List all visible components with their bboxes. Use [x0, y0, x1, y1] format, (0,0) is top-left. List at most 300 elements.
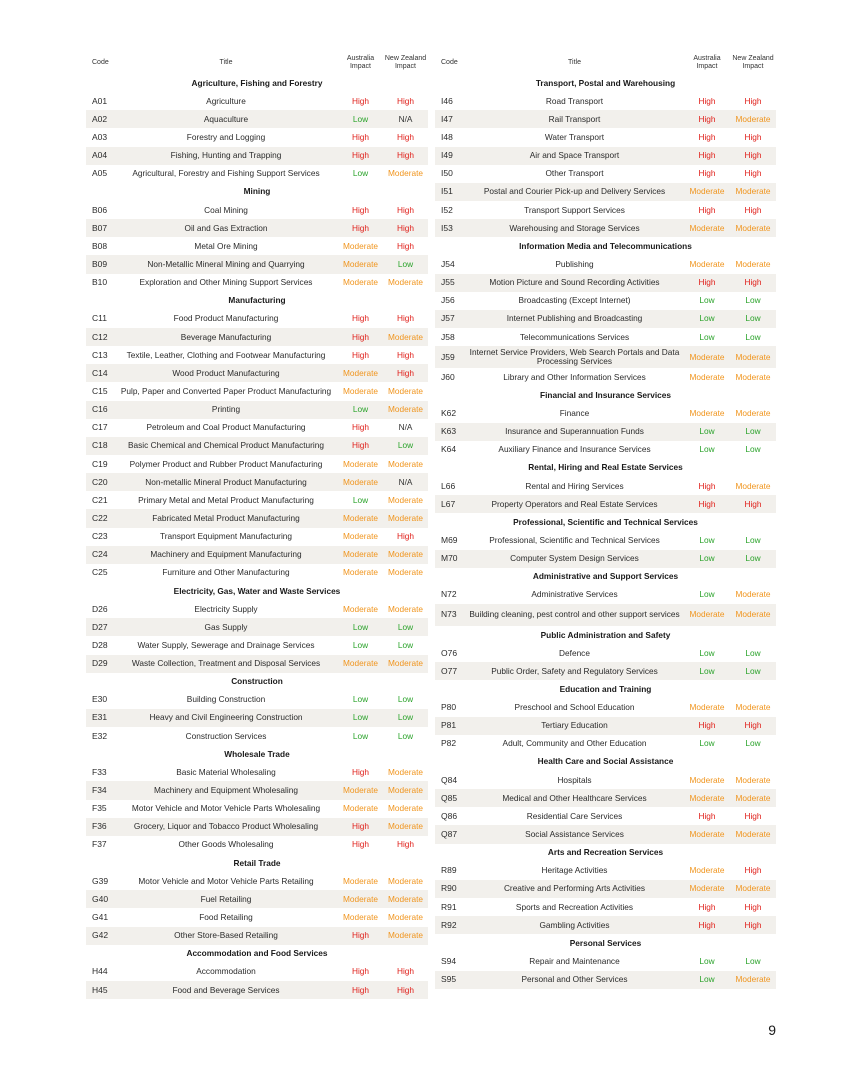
industry-title: Machinery and Equipment Wholesaling [114, 781, 338, 799]
australia-impact: High [338, 219, 383, 237]
industry-code: F34 [86, 781, 114, 799]
table-row [86, 473, 428, 491]
new-zealand-impact: Moderate [735, 371, 771, 382]
table-row [435, 699, 776, 717]
title-header: Title [568, 59, 581, 66]
code-header: Code [441, 59, 458, 66]
industry-title: Insurance and Superannuation Funds [465, 423, 684, 441]
new-zealand-impact: Low [730, 310, 776, 328]
australia-impact: Moderate [342, 385, 379, 396]
industry-title: Forestry and Logging [186, 131, 266, 142]
table-row [435, 201, 776, 219]
table-row [86, 437, 428, 455]
industry-code: C11 [92, 313, 107, 324]
australia-impact: High [351, 966, 370, 977]
industry-code: I46 [441, 95, 453, 106]
industry-title: Broadcasting (Except Internet) [518, 295, 631, 306]
table-row [435, 550, 776, 568]
new-zealand-impact: Moderate [730, 880, 776, 898]
industry-title: Telecommunications Services [519, 331, 630, 342]
table-row [86, 963, 428, 981]
section-title: Professional, Scientific and Technical Services [513, 516, 698, 527]
industry-code: I49 [435, 147, 465, 165]
table-row [86, 800, 428, 818]
australia-impact: Moderate [338, 781, 383, 799]
australia-impact: Low [699, 444, 715, 455]
table-row [86, 92, 428, 110]
industry-title: Hospitals [557, 774, 592, 785]
new-zealand-impact: High [396, 95, 415, 106]
new-zealand-impact: High [396, 349, 415, 360]
australia-impact: Low [338, 709, 383, 727]
new-zealand-impact: High [744, 131, 762, 142]
industry-title: Creative and Performing Arts Activities [465, 880, 684, 898]
australia-impact: Low [699, 738, 715, 749]
industry-code: C13 [92, 349, 108, 360]
industry-code: C21 [92, 494, 108, 505]
new-zealand-impact: N/A [383, 110, 428, 128]
australia-impact: Moderate [342, 531, 379, 542]
industry-title: Fabricated Metal Product Manufacturing [114, 509, 338, 527]
new-zealand-impact-header: New Zealand Impact [384, 55, 427, 70]
australia-impact: High [684, 717, 730, 735]
industry-code: K62 [441, 407, 457, 418]
new-zealand-impact: Moderate [387, 567, 424, 578]
new-zealand-impact: Moderate [735, 480, 771, 491]
industry-code: G42 [86, 927, 114, 945]
industry-code: C19 [92, 458, 108, 469]
australia-impact: Moderate [342, 277, 379, 288]
table-row [86, 981, 428, 999]
table-row [435, 404, 776, 422]
australia-impact: High [351, 422, 370, 433]
new-zealand-impact: High [730, 916, 776, 934]
industry-title: Waste Collection, Treatment and Disposal Services [114, 655, 338, 673]
australia-impact: Low [352, 694, 369, 705]
section-header-row [435, 513, 776, 531]
table-row [86, 274, 428, 292]
table-row [86, 691, 428, 709]
industry-code: I52 [441, 204, 453, 215]
section-header-row [86, 292, 428, 310]
new-zealand-impact: High [730, 495, 776, 513]
table-row [435, 423, 776, 441]
table-row [435, 586, 776, 604]
page-number: 9 [768, 1022, 776, 1038]
australia-impact: Low [699, 534, 715, 545]
table-row [435, 880, 776, 898]
table-row [435, 495, 776, 513]
industry-code: A03 [92, 131, 108, 142]
industry-code: J54 [441, 258, 455, 269]
title-header: Title [219, 59, 233, 66]
table-row [86, 328, 428, 346]
australia-impact: Low [338, 401, 383, 419]
industry-code: H45 [86, 981, 114, 999]
industry-code: Q87 [435, 825, 465, 843]
industry-title: Non-metallic Mineral Product Manufacturing [114, 473, 338, 491]
australia-impact: Low [352, 639, 369, 650]
table-row [435, 477, 776, 495]
new-zealand-impact: Low [745, 738, 761, 749]
section-header-row [435, 74, 776, 92]
new-zealand-impact: Moderate [387, 494, 424, 505]
section-header-row [86, 745, 428, 763]
australia-impact: Low [338, 110, 383, 128]
industry-code: J60 [441, 371, 455, 382]
table-row [86, 564, 428, 582]
section-title: Rental, Hiring and Real Estate Services [528, 462, 683, 473]
industry-title: Food Product Manufacturing [173, 313, 279, 324]
industry-title: Metal Ore Mining [194, 240, 258, 251]
section-title: Information Media and Telecommunications [519, 240, 692, 251]
industry-title: Internet Publishing and Broadcasting [465, 310, 684, 328]
new-zealand-impact: Low [745, 444, 761, 455]
australia-impact: Low [684, 550, 730, 568]
table-row [435, 531, 776, 549]
new-zealand-impact: Moderate [387, 875, 424, 886]
table-row [435, 310, 776, 328]
australia-impact: High [338, 147, 383, 165]
table-row [435, 771, 776, 789]
new-zealand-impact: Low [397, 694, 414, 705]
new-zealand-impact: High [383, 219, 428, 237]
australia-impact: High [698, 168, 716, 179]
industry-title: Rental and Hiring Services [525, 480, 624, 491]
australia-impact: High [698, 480, 716, 491]
australia-impact: High [684, 147, 730, 165]
industry-title: Textile, Leather, Clothing and Footwear Manufacturing [126, 349, 326, 360]
australia-impact: Moderate [338, 655, 383, 673]
section-title: Construction [231, 676, 283, 687]
new-zealand-impact: Low [745, 956, 761, 967]
section-header-row [435, 237, 776, 255]
table-row [86, 655, 428, 673]
industry-code: F37 [92, 839, 107, 850]
industry-title: Exploration and Other Mining Support Services [139, 277, 313, 288]
industry-code: A04 [86, 147, 114, 165]
table-row [435, 971, 776, 989]
industry-code: C16 [86, 401, 114, 419]
industry-code: M69 [441, 534, 458, 545]
australia-impact: Low [684, 423, 730, 441]
industry-title: Property Operators and Real Estate Services [465, 495, 684, 513]
new-zealand-impact: High [383, 364, 428, 382]
australia-impact: High [698, 901, 716, 912]
new-zealand-impact: Moderate [730, 219, 776, 237]
industry-title: Postal and Courier Pick-up and Delivery Services [465, 183, 684, 201]
section-title: Accommodation and Food Services [186, 948, 328, 959]
industry-code: F35 [92, 803, 107, 814]
industry-title: Building cleaning, pest control and other support services [465, 604, 684, 626]
table-row [435, 952, 776, 970]
new-zealand-impact: Low [383, 618, 428, 636]
industry-code: B08 [92, 240, 108, 251]
industry-code: C25 [92, 567, 108, 578]
industry-title: Oil and Gas Extraction [114, 219, 338, 237]
new-zealand-impact: High [744, 95, 762, 106]
section-header-row [86, 673, 428, 691]
industry-code: Q84 [441, 774, 458, 785]
table-row [86, 763, 428, 781]
industry-code: Q85 [435, 789, 465, 807]
new-zealand-impact: Moderate [730, 604, 776, 626]
industry-code: N73 [435, 604, 465, 626]
australia-impact: Moderate [342, 567, 379, 578]
industry-code: Q86 [441, 810, 458, 821]
australia-impact: Low [699, 295, 715, 306]
new-zealand-impact: High [744, 901, 762, 912]
industry-code: E31 [86, 709, 114, 727]
industry-title: Printing [114, 401, 338, 419]
industry-code: S94 [441, 956, 457, 967]
section-title: Mining [243, 186, 271, 197]
australia-impact: High [698, 204, 716, 215]
new-zealand-impact: Low [730, 662, 776, 680]
new-zealand-impact: High [730, 274, 776, 292]
industry-title: Machinery and Equipment Manufacturing [114, 546, 338, 564]
industry-table-left [86, 52, 428, 999]
new-zealand-impact: High [744, 168, 762, 179]
industry-code: F36 [86, 818, 114, 836]
industry-title: Construction Services [185, 730, 267, 741]
industry-title: Auxiliary Finance and Insurance Services [498, 444, 651, 455]
australia-impact: High [684, 110, 730, 128]
industry-title: Defence [559, 647, 590, 658]
new-zealand-impact: N/A [398, 422, 413, 433]
industry-code: J56 [441, 295, 455, 306]
code-header: Code [92, 59, 109, 66]
table-row [435, 274, 776, 292]
section-title: Wholesale Trade [224, 748, 290, 759]
industry-title: Primary Metal and Metal Product Manufacturing [138, 494, 314, 505]
industry-title: Other Store-Based Retailing [114, 927, 338, 945]
table-row [86, 110, 428, 128]
table-row [435, 441, 776, 459]
industry-code: F33 [92, 766, 107, 777]
australia-impact: Low [699, 589, 715, 600]
new-zealand-impact: High [396, 131, 415, 142]
table-row [86, 927, 428, 945]
industry-code: A02 [86, 110, 114, 128]
table-row [435, 789, 776, 807]
australia-impact: Moderate [342, 912, 379, 923]
industry-code: C20 [86, 473, 114, 491]
australia-impact: High [351, 204, 370, 215]
industry-code: P80 [441, 702, 457, 713]
industry-title: Preschool and School Education [514, 702, 635, 713]
industry-title: Other Goods Wholesaling [178, 839, 274, 850]
new-zealand-impact: Low [745, 534, 761, 545]
table-row [86, 219, 428, 237]
industry-code: L67 [435, 495, 465, 513]
industry-code: P82 [441, 738, 457, 749]
industry-title: Gas Supply [114, 618, 338, 636]
section-header-row [86, 582, 428, 600]
table-row [435, 862, 776, 880]
new-zealand-impact: Moderate [730, 346, 776, 368]
industry-title: Grocery, Liquor and Tobacco Product Wholesaling [114, 818, 338, 836]
section-title: Personal Services [569, 937, 642, 948]
industry-code: C17 [92, 422, 108, 433]
new-zealand-impact: High [730, 147, 776, 165]
industry-title: Road Transport [545, 95, 604, 106]
new-zealand-impact: Moderate [383, 927, 428, 945]
australia-impact: High [698, 131, 716, 142]
industry-code: E30 [92, 694, 108, 705]
section-title: Arts and Recreation Services [547, 847, 664, 858]
section-header-row [435, 459, 776, 477]
australia-impact: Moderate [338, 509, 383, 527]
industry-code: C14 [86, 364, 114, 382]
table-row [86, 147, 428, 165]
industry-code: R91 [441, 901, 457, 912]
industry-title: Internet Service Providers, Web Search Portals and Data Processing Services [465, 346, 684, 368]
industry-code: C18 [86, 437, 114, 455]
table-row [86, 455, 428, 473]
industry-code: J58 [441, 331, 455, 342]
industry-title: Basic Material Wholesaling [176, 766, 276, 777]
new-zealand-impact: Moderate [730, 183, 776, 201]
new-zealand-impact: High [744, 810, 762, 821]
industry-title: Basic Chemical and Chemical Product Manufacturing [114, 437, 338, 455]
industry-title: Other Transport [545, 168, 604, 179]
section-title: Health Care and Social Assistance [537, 756, 674, 767]
industry-code: L66 [441, 480, 456, 491]
industry-code: K63 [435, 423, 465, 441]
new-zealand-impact: Low [730, 550, 776, 568]
new-zealand-impact: High [383, 981, 428, 999]
table-row [435, 328, 776, 346]
industry-code: O76 [441, 647, 458, 658]
australia-impact: Moderate [338, 546, 383, 564]
industry-code: G39 [92, 875, 109, 886]
table-row [86, 491, 428, 509]
industry-title: Electricity Supply [194, 603, 258, 614]
industry-title: Motion Picture and Sound Recording Activities [465, 274, 684, 292]
australia-impact: Low [352, 168, 369, 179]
section-title: Education and Training [559, 683, 652, 694]
new-zealand-impact: High [396, 839, 415, 850]
industry-code: B10 [92, 277, 108, 288]
australia-impact: Moderate [684, 880, 730, 898]
section-header-row [435, 934, 776, 952]
table-row [435, 346, 776, 368]
new-zealand-impact: Moderate [387, 912, 424, 923]
industry-title: Motor Vehicle and Motor Vehicle Parts Wholesaling [131, 803, 321, 814]
table-row [435, 735, 776, 753]
section-header-row [86, 945, 428, 963]
table-row [86, 636, 428, 654]
industry-code: C24 [86, 546, 114, 564]
table-row [86, 419, 428, 437]
table-row [435, 644, 776, 662]
section-header-row [435, 844, 776, 862]
industry-title: Agricultural, Forestry and Fishing Support Services [132, 168, 320, 179]
australia-impact: Moderate [684, 825, 730, 843]
new-zealand-impact: Moderate [735, 258, 771, 269]
industry-title: Wood Product Manufacturing [114, 364, 338, 382]
table-row [435, 662, 776, 680]
new-zealand-impact: Moderate [735, 589, 771, 600]
industry-title: Accommodation [196, 966, 256, 977]
industry-code: J57 [435, 310, 465, 328]
table-row [86, 165, 428, 183]
australia-impact: Moderate [689, 702, 725, 713]
new-zealand-impact: Moderate [735, 774, 771, 785]
australia-impact: Moderate [684, 183, 730, 201]
australia-impact: Moderate [342, 458, 379, 469]
industry-title: Food Retailing [199, 912, 253, 923]
industry-title: Administrative Services [531, 589, 618, 600]
section-title: Administrative and Support Services [532, 571, 679, 582]
australia-impact: Moderate [338, 255, 383, 273]
industry-title: Heritage Activities [541, 865, 608, 876]
table-header-row [86, 52, 428, 74]
industry-title: Public Order, Safety and Regulatory Services [465, 662, 684, 680]
industry-code: A05 [92, 168, 108, 179]
section-title: Agriculture, Fishing and Forestry [191, 77, 323, 88]
industry-title: Warehousing and Storage Services [465, 219, 684, 237]
table-row [86, 346, 428, 364]
new-zealand-impact: Moderate [387, 168, 424, 179]
industry-title: Rail Transport [465, 110, 684, 128]
table-row [86, 709, 428, 727]
australia-impact: Moderate [689, 774, 725, 785]
industry-title: Furniture and Other Manufacturing [162, 567, 290, 578]
industry-code: G41 [92, 912, 109, 923]
table-row [435, 255, 776, 273]
new-zealand-impact: Moderate [387, 458, 424, 469]
industry-code: N72 [441, 589, 457, 600]
industry-code: B09 [86, 255, 114, 273]
right-table-body [435, 74, 776, 989]
table-header-row [435, 52, 776, 74]
table-row [435, 717, 776, 735]
australia-impact: Moderate [342, 240, 379, 251]
industry-title: Petroleum and Coal Product Manufacturing [146, 422, 306, 433]
industry-title: Publishing [555, 258, 594, 269]
new-zealand-impact: Moderate [383, 655, 428, 673]
industry-code: H44 [92, 966, 108, 977]
table-row [86, 618, 428, 636]
left-table-body [86, 74, 428, 999]
new-zealand-impact: Moderate [387, 277, 424, 288]
australia-impact: Low [684, 662, 730, 680]
industry-code: J59 [435, 346, 465, 368]
new-zealand-impact: Moderate [387, 603, 424, 614]
australia-impact: Low [352, 494, 369, 505]
table-row [86, 201, 428, 219]
table-row [86, 836, 428, 854]
new-zealand-impact: Moderate [383, 781, 428, 799]
australia-impact: Moderate [689, 865, 725, 876]
industry-title: Social Assistance Services [465, 825, 684, 843]
industry-code: E32 [92, 730, 108, 741]
industry-title: Fishing, Hunting and Trapping [114, 147, 338, 165]
new-zealand-impact: Low [745, 647, 761, 658]
table-row [435, 368, 776, 386]
new-zealand-impact: Moderate [730, 971, 776, 989]
australia-impact: High [338, 437, 383, 455]
industry-code: G40 [86, 890, 114, 908]
new-zealand-impact: Moderate [383, 328, 428, 346]
industry-title: Transport Equipment Manufacturing [159, 531, 293, 542]
australia-impact: High [351, 95, 370, 106]
australia-impact-header: Australia Impact [693, 55, 721, 70]
australia-impact: Low [699, 956, 715, 967]
industry-code: R89 [441, 865, 457, 876]
